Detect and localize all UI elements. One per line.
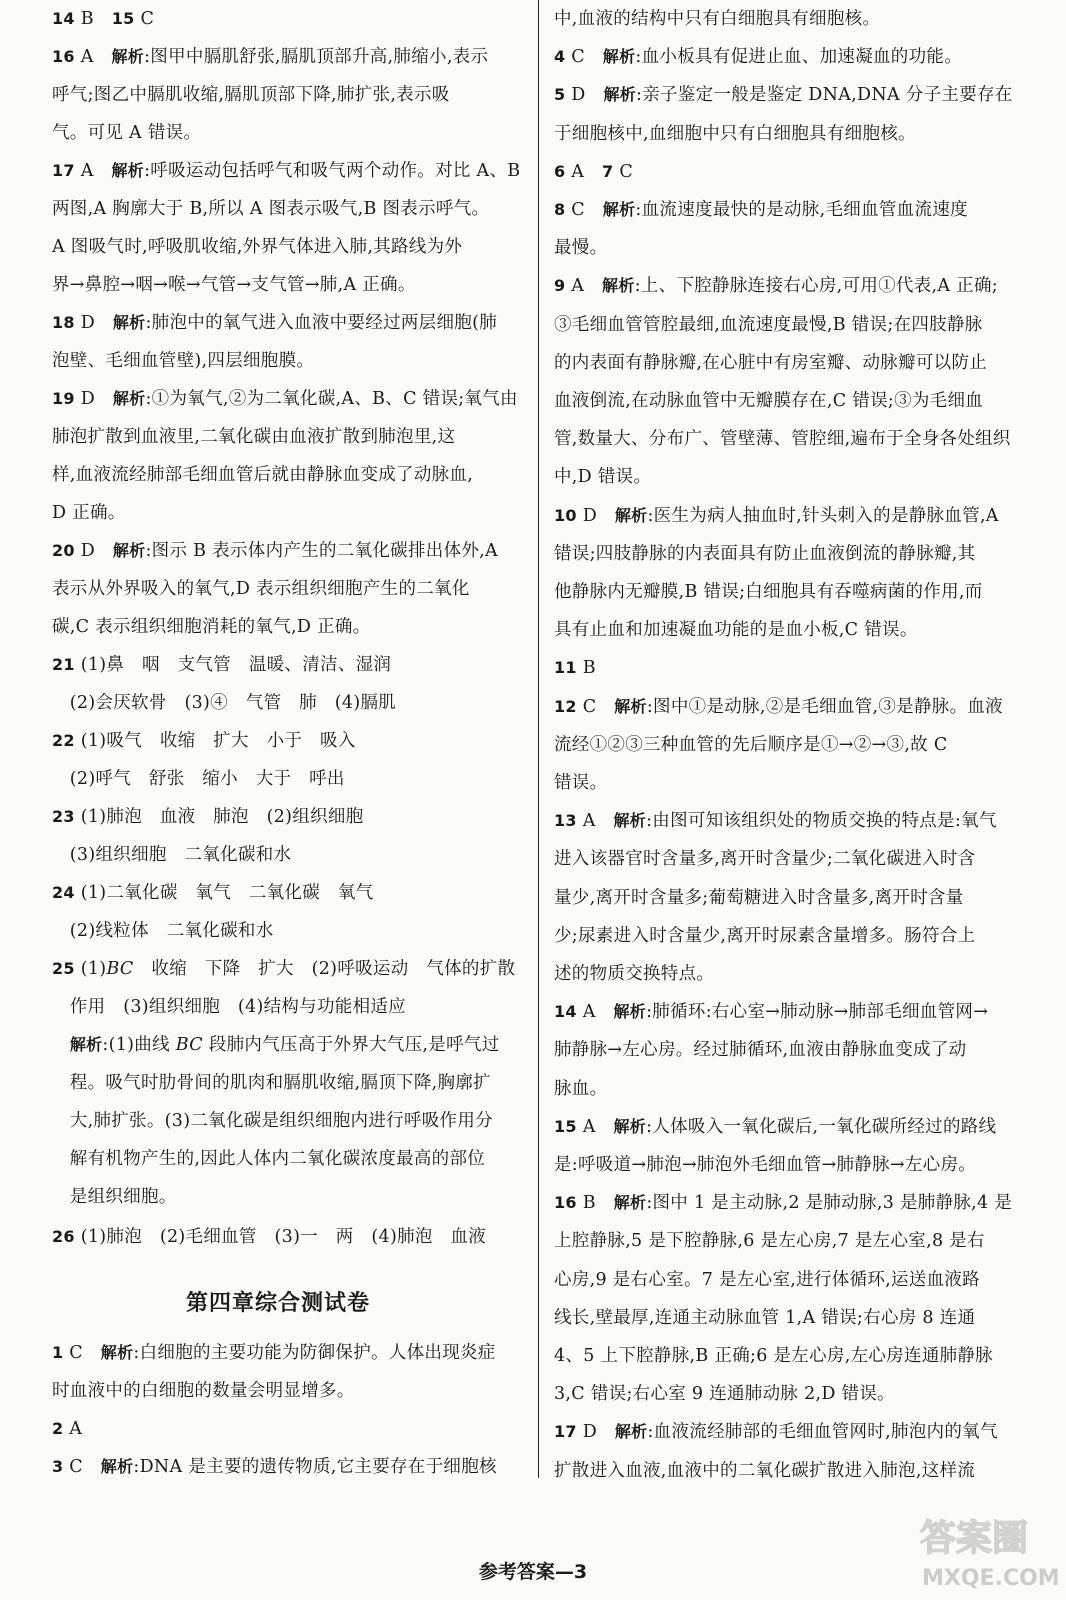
right-answer-line: 管,数量大、分布广、管壁薄、管腔细,遍布于全身各处组织 <box>554 429 1011 450</box>
left-answer-line: 气。可见 A 错误。 <box>52 123 202 143</box>
left-answer-line: 呼气;图乙中膈肌收缩,膈肌顶部下降,肺扩张,表示吸 <box>52 85 450 105</box>
right-answer-line: 上腔静脉,5 是下腔静脉,6 是左心房,7 是左心室,8 是右 <box>554 1231 985 1252</box>
right-answer-line: 血液倒流,在动脉血管中无瓣膜存在,C 错误;③为毛细血 <box>554 391 984 411</box>
right-answer-line: 中,D 错误。 <box>554 467 652 488</box>
section-title: 第四章综合测试卷 <box>186 1291 371 1316</box>
left-answer-line: 1 C 解析:白细胞的主要功能为防御保护。人体出现炎症 <box>52 1343 496 1363</box>
right-answer-line: 9 A 解析:上、下腔静脉连接右心房,可用①代表,A 正确; <box>554 276 998 297</box>
left-answer-line: 17 A 解析:呼吸运动包括呼气和吸气两个动作。对比 A、B <box>52 161 521 181</box>
right-answer-line: 4 C 解析:血小板具有促进止血、加速凝血的功能。 <box>554 47 963 68</box>
left-answer-line: 3 C 解析:DNA 是主要的遗传物质,它主要存在于细胞核 <box>52 1457 497 1477</box>
right-answer-line: 错误;四肢静脉的内表面具有防止血液倒流的静脉瓣,其 <box>554 543 976 564</box>
left-answer-line: (2)会厌软骨 (3)④ 气管 肺 (4)膈肌 <box>52 693 397 713</box>
left-answer-line: (2)呼气 舒张 缩小 大于 呼出 <box>52 769 345 789</box>
right-answer-line: 15 A 解析:人体吸入一氧化碳后,一氧化碳所经过的路线 <box>554 1116 997 1137</box>
left-answer-line: 大,肺扩张。(3)二氧化碳是组织细胞内进行呼吸作用分 <box>52 1111 493 1131</box>
left-answer-line: 18 D 解析:肺泡中的氧气进入血液中要经过两层细胞(肺 <box>52 313 498 333</box>
right-answer-line: 17 D 解析:血液流经肺部的毛细血管网时,肺泡内的氧气 <box>554 1422 998 1443</box>
left-answer-line: 23 (1)肺泡 血液 肺泡 (2)组织细胞 <box>52 807 364 827</box>
right-answer-line: 4、5 上下腔静脉,B 正确;6 是左心房,左心房连通肺静脉 <box>554 1346 993 1366</box>
right-answer-line: 14 A 解析:肺循环:右心室→肺动脉→肺部毛细血管网→ <box>554 1002 989 1023</box>
watermark-top-text: 答案圈 <box>920 1518 1029 1559</box>
left-answer-line: 14 B 15 C <box>52 9 155 29</box>
right-answer-line: 线长,壁最厚,连通主动脉血管 1,A 错误;右心房 8 连通 <box>554 1307 976 1328</box>
right-answer-line: 他静脉内无瓣膜,B 错误;白细胞具有吞噬病菌的作用,而 <box>554 582 983 602</box>
watermark-bottom-text: MXQE.COM <box>922 1566 1060 1591</box>
left-answer-line: 是组织细胞。 <box>52 1187 177 1207</box>
right-answer-line: 进入该器官时含量多,离开时含量少;二氧化碳进入时含 <box>554 849 976 870</box>
right-answer-line: 3,C 错误;右心室 9 连通肺动脉 2,D 错误。 <box>554 1384 895 1405</box>
right-answer-line: 中,血液的结构中只有白细胞具有细胞核。 <box>554 9 881 29</box>
right-answer-line: 的内表面有静脉瓣,在心脏中有房室瓣、动脉瓣可以防止 <box>554 352 988 373</box>
left-answer-line: 19 D 解析:①为氧气,②为二氧化碳,A、B、C 错误;氧气由 <box>52 389 518 409</box>
left-answer-line: (2)线粒体 二氧化碳和水 <box>52 921 274 941</box>
left-answer-line: 肺泡扩散到血液里,二氧化碳由血液扩散到肺泡里,这 <box>52 427 456 447</box>
right-answer-line: 16 B 解析:图中 1 是主动脉,2 是肺动脉,3 是肺静脉,4 是 <box>554 1193 1013 1214</box>
left-answer-line: 22 (1)吸气 收缩 扩大 小于 吸入 <box>52 731 356 751</box>
right-answer-line: 量少,离开时含量多;葡萄糖进入时含量多,离开时含量 <box>554 887 964 908</box>
left-answer-line: 20 D 解析:图示 B 表示体内产生的二氧化碳排出体外,A <box>52 541 498 561</box>
left-answer-line: A 图吸气时,呼吸肌收缩,外界气体进入肺,其路线为外 <box>52 237 463 257</box>
left-answer-line: 作用 (3)组织细胞 (4)结构与功能相适应 <box>52 997 406 1017</box>
right-answer-line: 心房,9 是右心室。7 是左心室,进行体循环,运送血液路 <box>554 1269 980 1290</box>
left-answer-line: 泡壁、毛细血管壁),四层细胞膜。 <box>52 351 315 371</box>
left-answer-line: 24 (1)二氧化碳 氧气 二氧化碳 氧气 <box>52 883 374 903</box>
right-answer-line: 是:呼吸道→肺泡→肺泡外毛细血管→肺静脉→左心房。 <box>554 1155 977 1175</box>
right-answer-line: 10 D 解析:医生为病人抽血时,针头刺入的是静脉血管,A <box>554 505 999 526</box>
left-answer-line: 时血液中的白细胞的数量会明显增多。 <box>52 1381 355 1401</box>
right-answer-line: 少;尿素进入时含量少,离开时尿素含量增多。肠符合上 <box>554 925 976 946</box>
left-answer-line: 表示从外界吸入的氧气,D 表示组织细胞产生的二氧化 <box>52 579 470 599</box>
right-answer-line: 流经①②③三种血管的先后顺序是①→②→③,故 C <box>554 734 948 755</box>
left-answer-line: 21 (1)鼻 咽 支气管 温暖、清洁、湿润 <box>52 655 392 675</box>
column-divider <box>538 0 539 1478</box>
right-answer-line: 6 A 7 C <box>554 161 634 182</box>
right-answer-line: 最慢。 <box>554 238 608 259</box>
left-answer-line: 程。吸气时肋骨间的肌肉和膈肌收缩,膈顶下降,胸廓扩 <box>52 1073 491 1093</box>
right-answer-line: 12 C 解析:图中①是动脉,②是毛细血管,③是静脉。血液 <box>554 696 1003 717</box>
right-answer-line: 脉血。 <box>554 1078 608 1099</box>
left-answer-line: 26 (1)肺泡 (2)毛细血管 (3)一 两 (4)肺泡 血液 <box>52 1227 487 1247</box>
left-answer-line: 两图,A 胸廓大于 B,所以 A 图表示吸气,B 图表示呼气。 <box>52 199 490 219</box>
left-answer-line: 样,血液流经肺部毛细血管后就由静脉血变成了动脉血, <box>52 465 474 485</box>
right-answer-line: 5 D 解析:亲子鉴定一般是鉴定 DNA,DNA 分子主要存在 <box>554 85 1013 106</box>
right-answer-line: 述的物质交换特点。 <box>554 964 715 984</box>
left-answer-line: (3)组织细胞 二氧化碳和水 <box>52 845 292 865</box>
right-answer-line: ③毛细血管管腔最细,血流速度最慢,B 错误;在四肢静脉 <box>554 314 983 335</box>
left-answer-line: 25 (1)BC 收缩 下降 扩大 (2)呼吸运动 气体的扩散 <box>52 959 516 979</box>
left-answer-line: 解析:(1)曲线 BC 段肺内气压高于外界大气压,是呼气过 <box>69 1035 500 1055</box>
right-answer-line: 8 C 解析:血流速度最快的是动脉,毛细血管血流速度 <box>554 200 968 220</box>
right-answer-line: 11 B <box>554 658 596 679</box>
left-answer-line: 2 A <box>52 1419 83 1439</box>
right-answer-line: 具有止血和加速凝血功能的是血小板,C 错误。 <box>554 620 918 641</box>
watermark-logo <box>910 1500 1060 1595</box>
left-answer-line: 16 A 解析:图甲中膈肌舒张,膈肌顶部升高,肺缩小,表示 <box>52 47 489 67</box>
left-answer-line: 界→鼻腔→咽→喉→气管→支气管→肺,A 正确。 <box>52 275 416 295</box>
right-answer-line: 肺静脉→左心房。经过肺循环,血液由静脉血变成了动 <box>554 1040 967 1061</box>
right-answer-line: 于细胞核中,血细胞中只有白细胞具有细胞核。 <box>554 123 916 144</box>
right-answer-line: 扩散进入血液,血液中的二氧化碳扩散进入肺泡,这样流 <box>554 1460 976 1481</box>
page-footer: 参考答案—3 <box>478 1561 588 1583</box>
left-answer-line: D 正确。 <box>52 503 126 523</box>
right-answer-line: 错误。 <box>554 773 608 793</box>
right-answer-line: 13 A 解析:由图可知该组织处的物质交换的特点是:氧气 <box>554 811 997 832</box>
left-answer-line: 解有机物产生的,因此人体内二氧化碳浓度最高的部位 <box>52 1149 486 1169</box>
left-answer-line: 碳,C 表示组织细胞消耗的氧气,D 正确。 <box>52 617 371 637</box>
